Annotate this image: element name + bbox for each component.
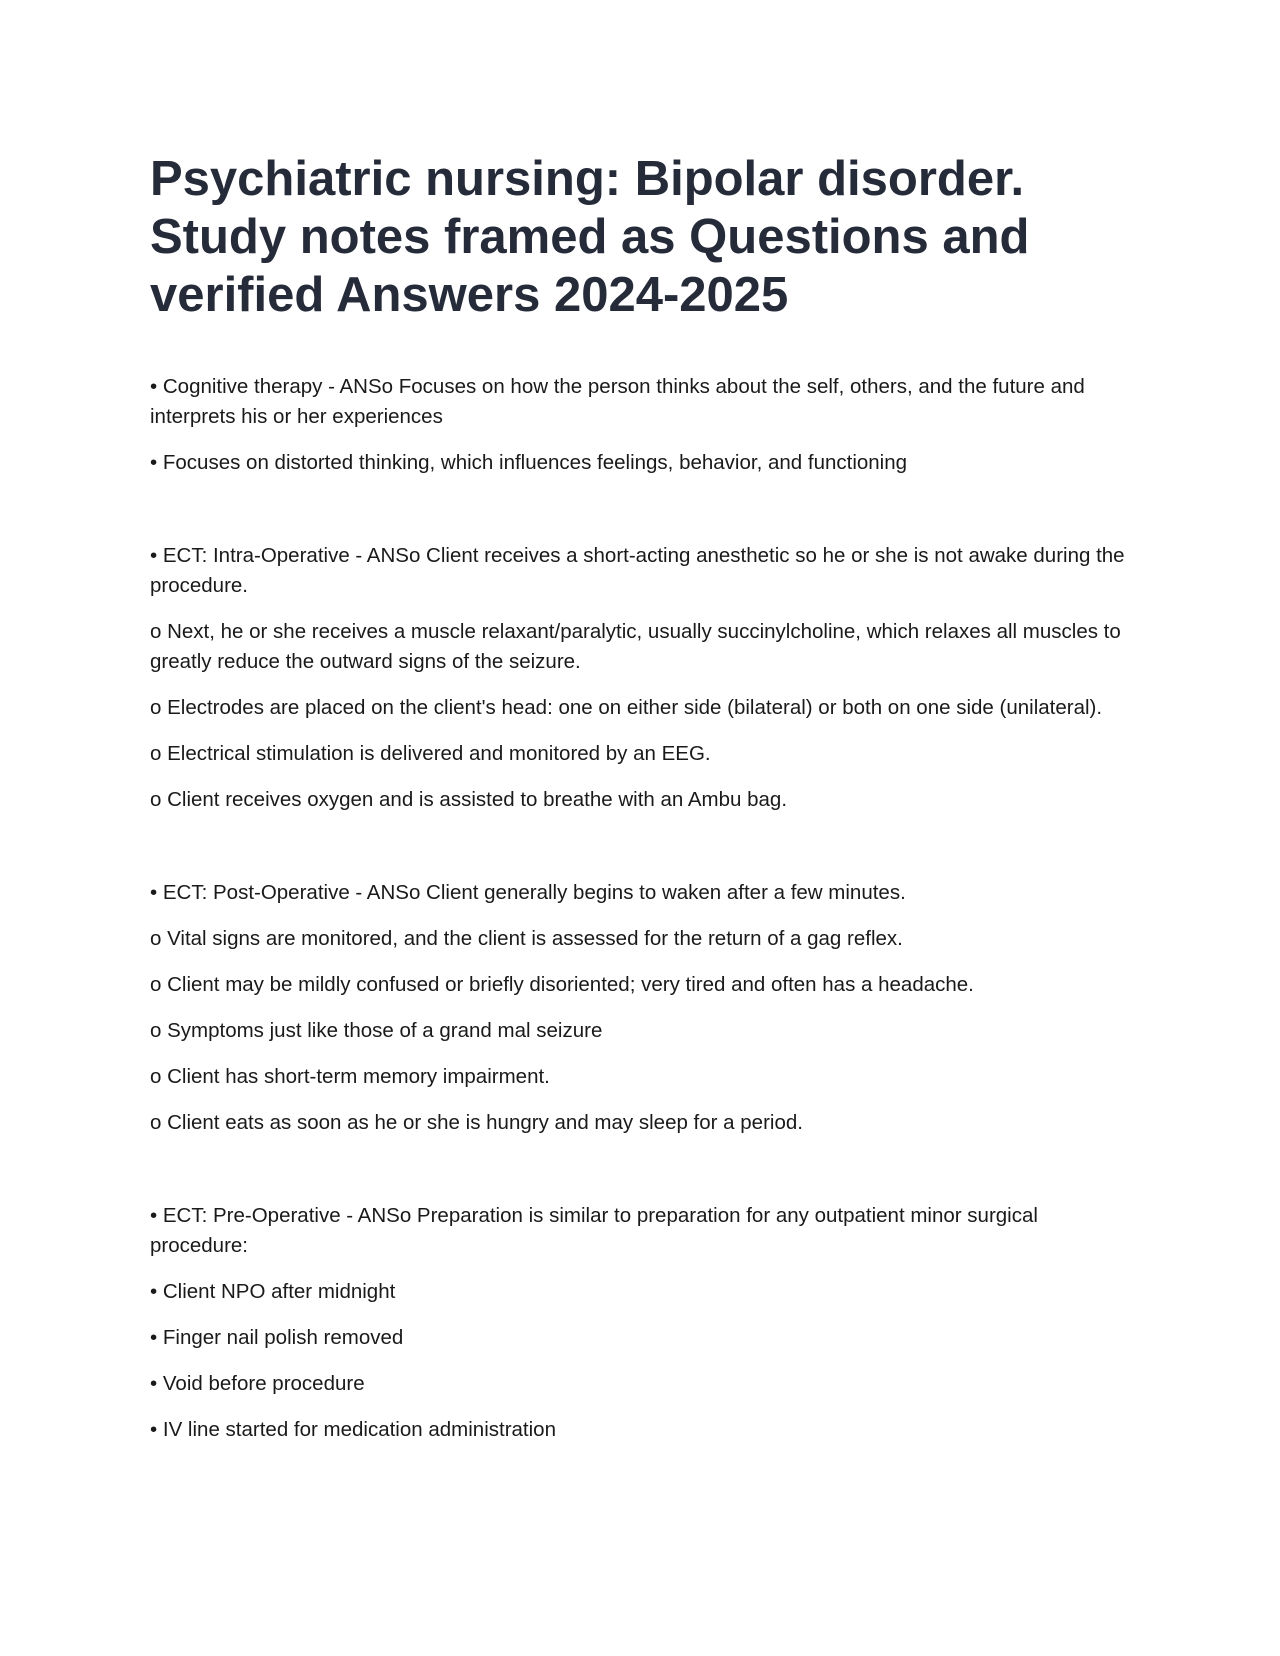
paragraph: • Finger nail polish removed: [150, 1326, 404, 1349]
paragraph: o Client has short-term memory impairment.: [150, 1065, 550, 1088]
document-page: [150, 150, 1135, 1461]
section-gap: [150, 1154, 1135, 1201]
section-ect-intra-operative: [150, 541, 1135, 815]
paragraph: o Client eats as soon as he or she is hungry and may sleep for a period.: [150, 1111, 803, 1134]
paragraph: o Next, he or she receives a muscle relaxant/paralytic, usually succinylcholine, which relaxes all muscles to greatly reduce the outward signs of the seizure.: [150, 620, 1121, 673]
section-cognitive-therapy: [150, 372, 1135, 478]
paragraph: o Electrodes are placed on the client's head: one on either side (bilateral) or both on one side (unilateral).: [150, 696, 1103, 719]
document-title: Psychiatric nursing: Bipolar disorder. Study notes framed as Questions and verified Answers 2024-2025: [150, 152, 1030, 322]
paragraph: • Cognitive therapy - ANSo Focuses on how the person thinks about the self, others, and the future and interprets his or her experiences: [150, 375, 1085, 428]
paragraph: • Client NPO after midnight: [150, 1280, 396, 1303]
paragraph: o Symptoms just like those of a grand mal seizure: [150, 1019, 603, 1042]
paragraph: • Focuses on distorted thinking, which influences feelings, behavior, and functioning: [150, 451, 908, 474]
section-ect-post-operative: [150, 878, 1135, 1138]
document-body: [150, 372, 1135, 1445]
paragraph: • IV line started for medication administration: [150, 1418, 556, 1441]
paragraph: • ECT: Pre-Operative - ANSo Preparation is similar to preparation for any outpatient minor surgical procedure:: [150, 1204, 1038, 1257]
section-ect-pre-operative: [150, 1201, 1135, 1445]
paragraph: o Client may be mildly confused or briefly disoriented; very tired and often has a headache.: [150, 973, 974, 996]
paragraph: o Vital signs are monitored, and the client is assessed for the return of a gag reflex.: [150, 927, 903, 950]
section-gap: [150, 831, 1135, 878]
paragraph: o Client receives oxygen and is assisted to breathe with an Ambu bag.: [150, 788, 788, 811]
section-gap: [150, 494, 1135, 541]
paragraph: • ECT: Intra-Operative - ANSo Client receives a short-acting anesthetic so he or she is not awake during the procedure.: [150, 544, 1125, 597]
paragraph: • Void before procedure: [150, 1372, 365, 1395]
paragraph: o Electrical stimulation is delivered and monitored by an EEG.: [150, 742, 711, 765]
paragraph: • ECT: Post-Operative - ANSo Client generally begins to waken after a few minutes.: [150, 881, 906, 904]
